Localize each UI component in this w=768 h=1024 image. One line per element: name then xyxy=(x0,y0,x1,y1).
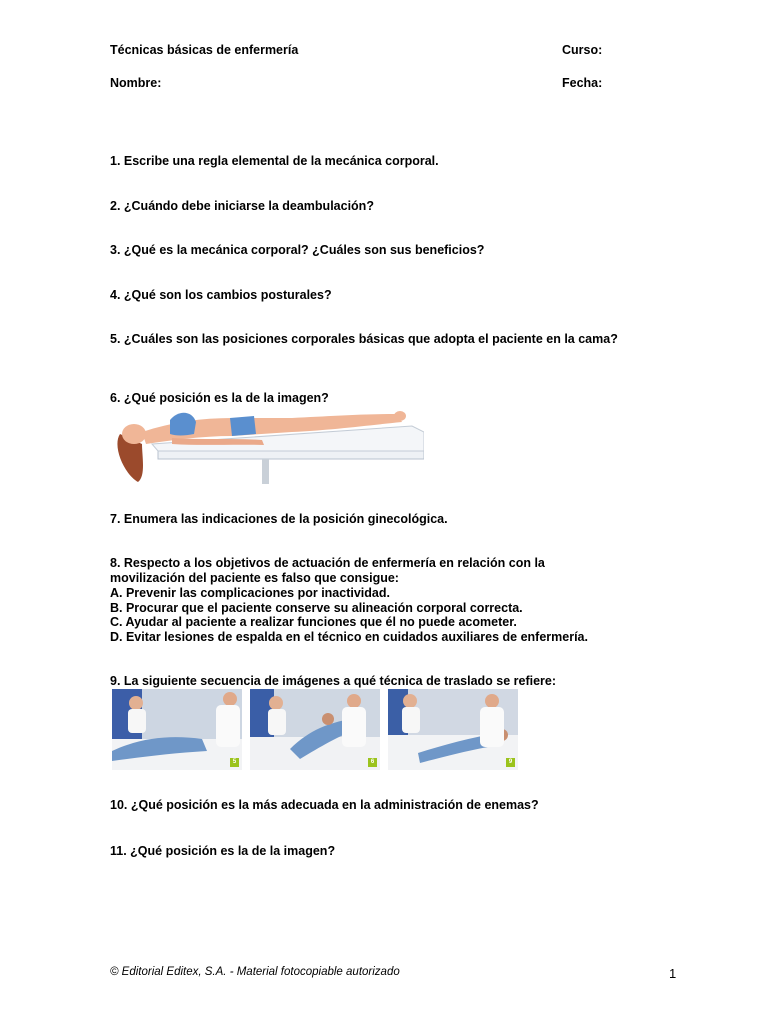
question-6: 6. ¿Qué posición es la de la imagen? xyxy=(110,391,329,405)
question-8-stem: 8. Respecto a los objetivos de actuación de enfermería en relación con la movilización del paciente es falso que consigue: xyxy=(110,556,545,585)
transfer-photo-2 xyxy=(250,689,380,770)
question-5: 5. ¿Cuáles son las posiciones corporales básicas que adopta el paciente en la cama? xyxy=(110,332,618,346)
transfer-photo-3 xyxy=(388,689,518,770)
question-11: 11. ¿Qué posición es la de la imagen? xyxy=(110,844,336,858)
name-label: Nombre: xyxy=(110,76,162,90)
course-label: Curso: xyxy=(562,43,603,57)
question-3: 3. ¿Qué es la mecánica corporal? ¿Cuáles son sus beneficios? xyxy=(110,243,485,257)
question-7: 7. Enumera las indicaciones de la posición ginecológica. xyxy=(110,512,448,526)
question-8-option-d: D. Evitar lesiones de espalda en el técnico en cuidados auxiliares de enfermería. xyxy=(110,630,588,644)
photo-1-number-badge: 5 xyxy=(230,758,239,767)
footer-copyright: © Editorial Editex, S.A. - Material fotocopiable autorizado xyxy=(110,966,400,978)
question-4: 4. ¿Qué son los cambios posturales? xyxy=(110,288,332,302)
question-10: 10. ¿Qué posición es la más adecuada en la administración de enemas? xyxy=(110,798,539,812)
question-1: 1. Escribe una regla elemental de la mecánica corporal. xyxy=(110,154,439,168)
question-2: 2. ¿Cuándo debe iniciarse la deambulación? xyxy=(110,199,374,213)
photo-3-number-badge: 9 xyxy=(506,758,515,767)
question-8-option-c: C. Ayudar al paciente a realizar funciones que él no puede acometer. xyxy=(110,615,517,629)
question-8-option-b: B. Procurar que el paciente conserve su alineación corporal correcta. xyxy=(110,601,523,615)
subject-title: Técnicas básicas de enfermería xyxy=(110,43,299,57)
transfer-photo-1 xyxy=(112,689,242,770)
question-9: 9. La siguiente secuencia de imágenes a qué técnica de traslado se refiere: xyxy=(110,674,557,688)
photo-2-number-badge: 6 xyxy=(368,758,377,767)
date-label: Fecha: xyxy=(562,76,603,90)
supine-position-figure xyxy=(112,404,424,484)
page-number: 1 xyxy=(669,966,677,981)
question-8-option-a: A. Prevenir las complicaciones por inactividad. xyxy=(110,586,390,600)
